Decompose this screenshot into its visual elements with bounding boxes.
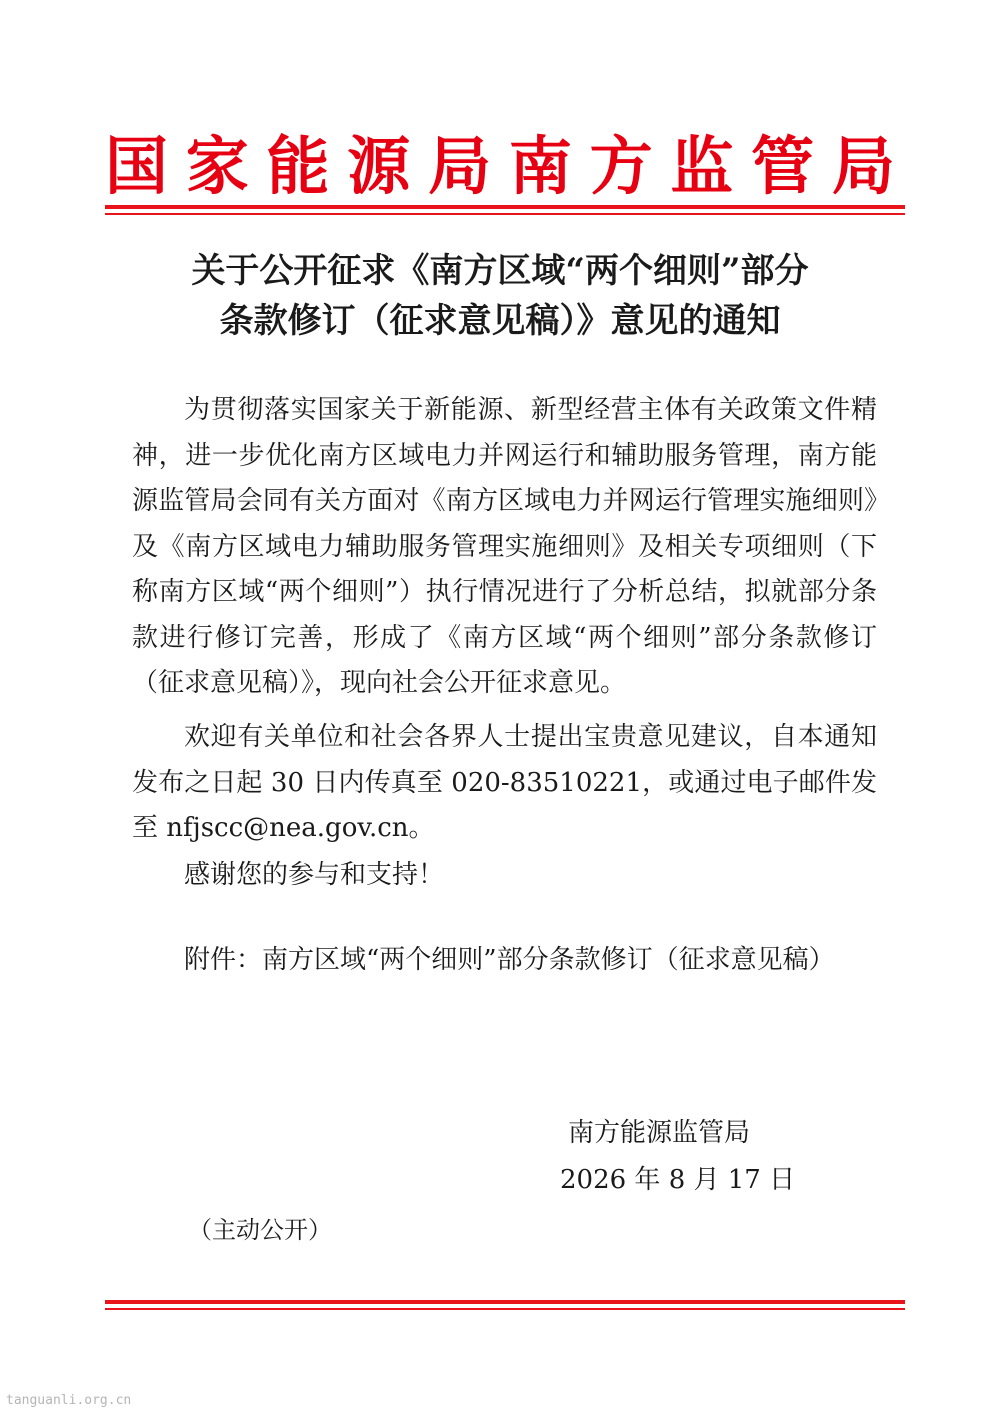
header-divider-thick xyxy=(105,205,905,209)
disclosure-label: （主动公开） xyxy=(188,1216,332,1244)
letterhead-char: 国 xyxy=(105,129,168,203)
letterhead-char: 管 xyxy=(751,129,815,203)
footer-divider-thick xyxy=(105,1300,905,1304)
letterhead-char: 南 xyxy=(508,129,572,203)
footer-divider-thin xyxy=(105,1308,905,1310)
paragraph-text: 附件：南方区域“两个细则”部分条款修订（征求意见稿） xyxy=(184,945,835,975)
body-paragraph-thanks xyxy=(132,853,877,899)
body-paragraph-contact xyxy=(132,715,877,852)
paragraph-text: 为贯彻落实国家关于新能源、新型经营主体有关政策文件精神，进一步优化南方区域电力并网运行和辅助服务管理，南方能源监管局会同有关方面对《南方区域电力并网运行管理实施细则》及《南方区域电力辅助服务管理实施细则》及相关专项细则（下称南方区域“两个细则”）执行情况进行了分析总结，拟就部分条款进行修订完善，形成了《南方区域“两个细则”部分条款修订（征求意见稿）》，现向社会公开征求意见。 xyxy=(132,395,877,698)
letterhead-char: 方 xyxy=(589,129,653,203)
document-title-line: 条款修订（征求意见稿）》意见的通知 xyxy=(219,301,781,341)
letterhead-char: 能 xyxy=(266,129,330,203)
paragraph-text: 欢迎有关单位和社会各界人士提出宝贵意见建议，自本通知发布之日起 30 日内传真至 020-83510221，或通过电子邮件发至 nfjscc@nea.gov.cn。 xyxy=(132,722,877,843)
letterhead-char: 源 xyxy=(347,129,411,203)
letterhead-char: 家 xyxy=(185,129,249,203)
header-divider-thin xyxy=(105,213,905,215)
document-title xyxy=(80,246,920,346)
signature-org: 南方能源监管局 xyxy=(568,1118,751,1148)
letterhead-title xyxy=(105,128,895,204)
attachment-line xyxy=(132,938,877,984)
signature-date: 2026 年 8 月 17 日 xyxy=(560,1165,796,1195)
document-title-line: 关于公开征求《南方区域“两个细则”部分 xyxy=(191,251,809,291)
letterhead-char: 局 xyxy=(831,129,895,203)
watermark-text: tanguanli.org.cn xyxy=(6,1393,132,1408)
letterhead-char: 监 xyxy=(670,129,734,203)
paragraph-text: 感谢您的参与和支持！ xyxy=(184,860,445,890)
body-paragraph-intro xyxy=(132,388,877,707)
letterhead-char: 局 xyxy=(428,129,492,203)
